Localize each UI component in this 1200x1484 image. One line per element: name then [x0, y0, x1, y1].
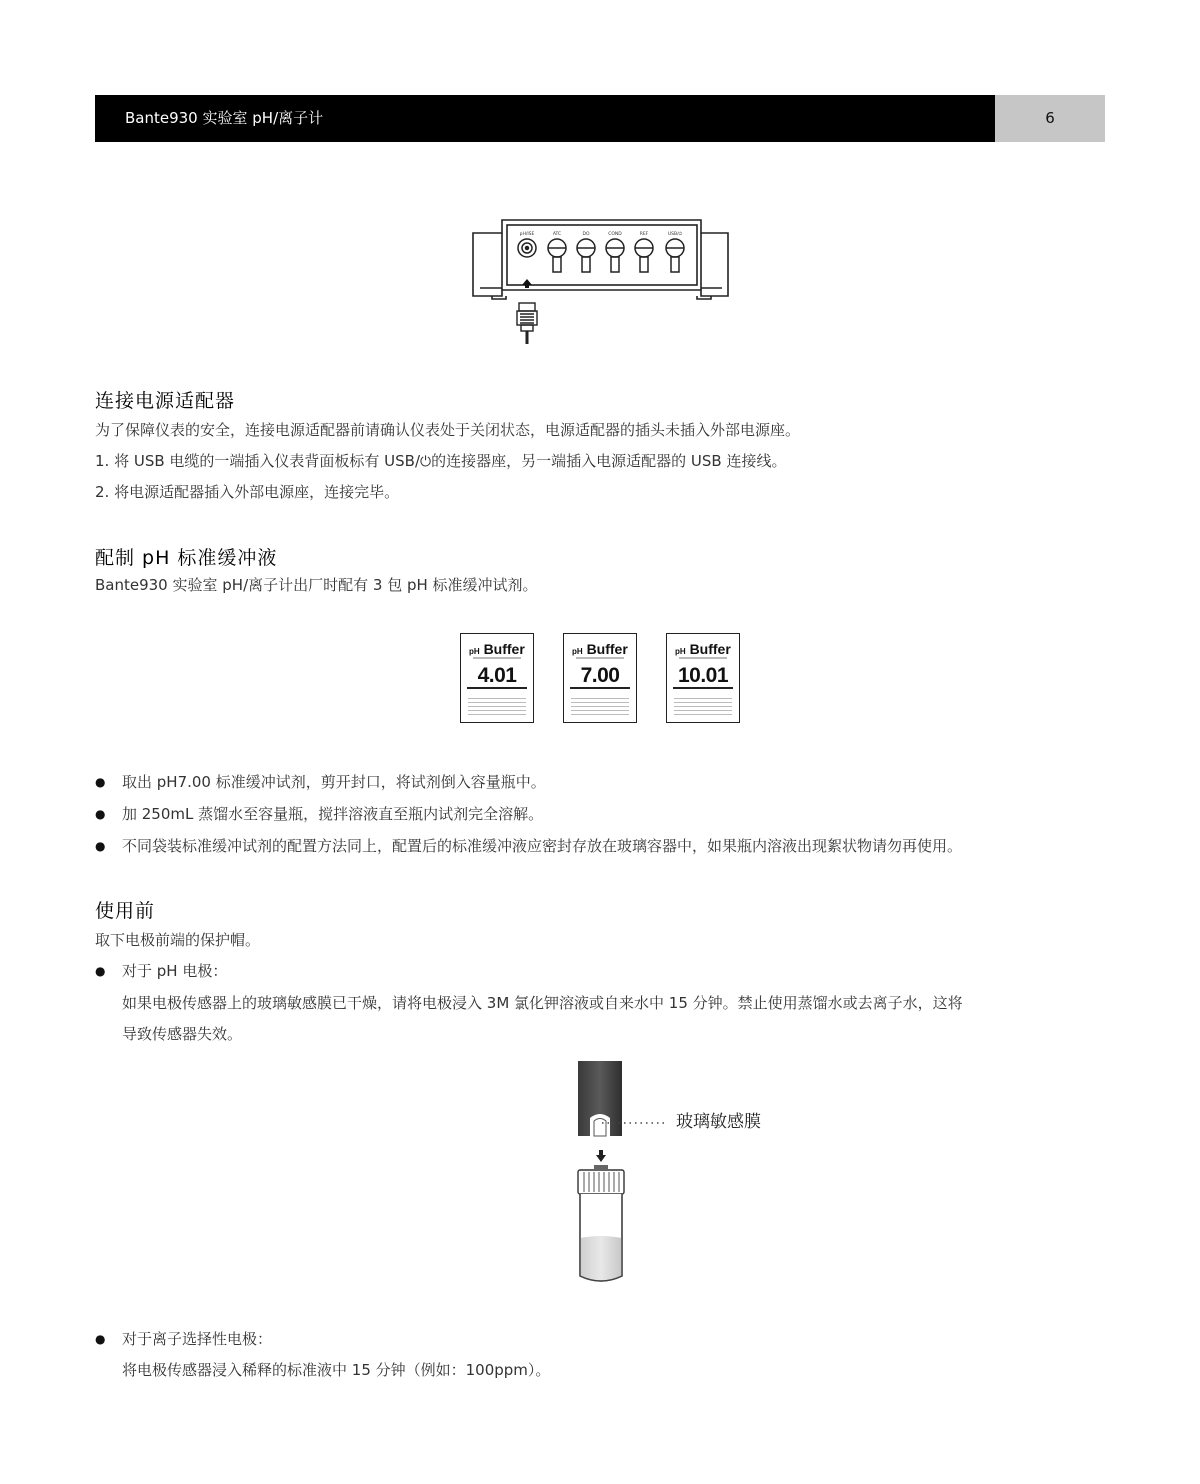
buffer-heading: 配制 pH 标准缓冲液: [95, 547, 278, 569]
power-adapter-heading: 连接电源适配器: [95, 390, 236, 412]
glass-membrane-label: 玻璃敏感膜: [676, 1112, 761, 1132]
document-title: Bante930 实验室 pH/离子计: [95, 95, 995, 142]
power-step-1: [95, 451, 786, 472]
panel-label-do: DO: [582, 232, 590, 237]
ph-electrode-text-1: 如果电极传感器上的玻璃敏感膜已干燥，请将电极浸入 3M 氯化钾溶液或自来水中 15 分钟。禁止使用蒸馏水或去离子水，这将: [122, 994, 963, 1012]
buffer-bullet-1: ● 取出 pH7.00 标准缓冲试剂，剪开封口，将试剂倒入容量瓶中。: [122, 772, 546, 792]
electrode-illustration: [570, 1058, 680, 1290]
ise-electrode-bullet: ● 对于离子选择性电极：: [122, 1329, 272, 1349]
buffer-packet: [563, 633, 637, 723]
panel-label-atc: ATC: [552, 232, 562, 237]
buffer-packet-word: Buffer: [689, 641, 731, 657]
buffer-packet-title: [675, 641, 731, 657]
buffer-packet-title: [572, 641, 628, 657]
buffer-packet-subline: [679, 657, 727, 659]
leader-dots: [600, 1118, 670, 1126]
buffer-bullet-3: ● 不同袋装标准缓冲试剂的配置方法同上，配置后的标准缓冲液应密封存放在玻璃容器中，如果瓶内溶液出现絮状物请勿再使用。: [122, 836, 962, 856]
insert-arrow-icon: [522, 279, 532, 288]
buffer-packet-fineprint: [674, 698, 732, 716]
page-header: [95, 95, 1105, 142]
panel-label-cond: COND: [608, 232, 622, 237]
buffer-packet-value: 4.01: [477, 664, 517, 687]
down-arrow-icon: [596, 1150, 606, 1162]
buffer-packet-title: [469, 641, 525, 657]
buffer-packet-fineprint: [571, 698, 629, 716]
power-icon: ⏻: [420, 454, 432, 470]
buffer-packet-rule: [467, 687, 527, 689]
panel-label-phise: pH/ISE: [519, 232, 535, 237]
panel-label-ref: REF: [639, 232, 649, 237]
power-step-2: 2. 将电源适配器插入外部电源座，连接完毕。: [95, 483, 400, 501]
buffer-packet-rule: [570, 687, 630, 689]
rear-panel-illustration: [470, 213, 732, 347]
buffer-packet-fineprint: [468, 698, 526, 716]
power-step-1-prefix: 1. 将 USB 电缆的一端插入仪表背面板标有 USB/: [95, 452, 421, 470]
bnc-plug-icon: [517, 303, 537, 344]
power-adapter-intro: 为了保障仪表的安全，连接电源适配器前请确认仪表处于关闭状态，电源适配器的插头未插入外部电源座。: [95, 421, 801, 439]
buffer-packet-prefix: pH: [675, 647, 686, 656]
ph-electrode-text-2: 导致传感器失效。: [122, 1025, 243, 1043]
before-use-heading: 使用前: [95, 900, 156, 922]
buffer-packet-value: 7.00: [580, 664, 620, 687]
buffer-packet: [666, 633, 740, 723]
buffer-intro: Bante930 实验室 pH/离子计出厂时配有 3 包 pH 标准缓冲试剂。: [95, 576, 538, 594]
ise-electrode-text: 将电极传感器浸入稀释的标准液中 15 分钟（例如：100ppm）。: [122, 1361, 551, 1379]
panel-label-usb: USB/⏻: [667, 232, 683, 237]
power-step-1-suffix: 的连接器座，另一端插入电源适配器的 USB 连接线。: [431, 452, 787, 470]
page-number: 6: [995, 95, 1105, 142]
buffer-packet-value: 10.01: [677, 664, 729, 687]
buffer-packet-prefix: pH: [469, 647, 480, 656]
bnc-socket-icon: [518, 239, 536, 257]
buffer-packet-rule: [673, 687, 733, 689]
buffer-packet-word: Buffer: [586, 641, 628, 657]
buffer-packet: [460, 633, 534, 723]
buffer-packet-subline: [576, 657, 624, 659]
before-use-intro: 取下电极前端的保护帽。: [95, 931, 261, 949]
buffer-bullet-2: ● 加 250mL 蒸馏水至容量瓶，搅拌溶液直至瓶内试剂完全溶解。: [122, 804, 543, 824]
ph-electrode-bullet: ● 对于 pH 电极：: [122, 961, 227, 981]
storage-bottle-icon: [578, 1165, 624, 1281]
buffer-packet-word: Buffer: [483, 641, 525, 657]
buffer-packet-subline: [473, 657, 521, 659]
buffer-packet-prefix: pH: [572, 647, 583, 656]
socket-row: [548, 239, 684, 272]
